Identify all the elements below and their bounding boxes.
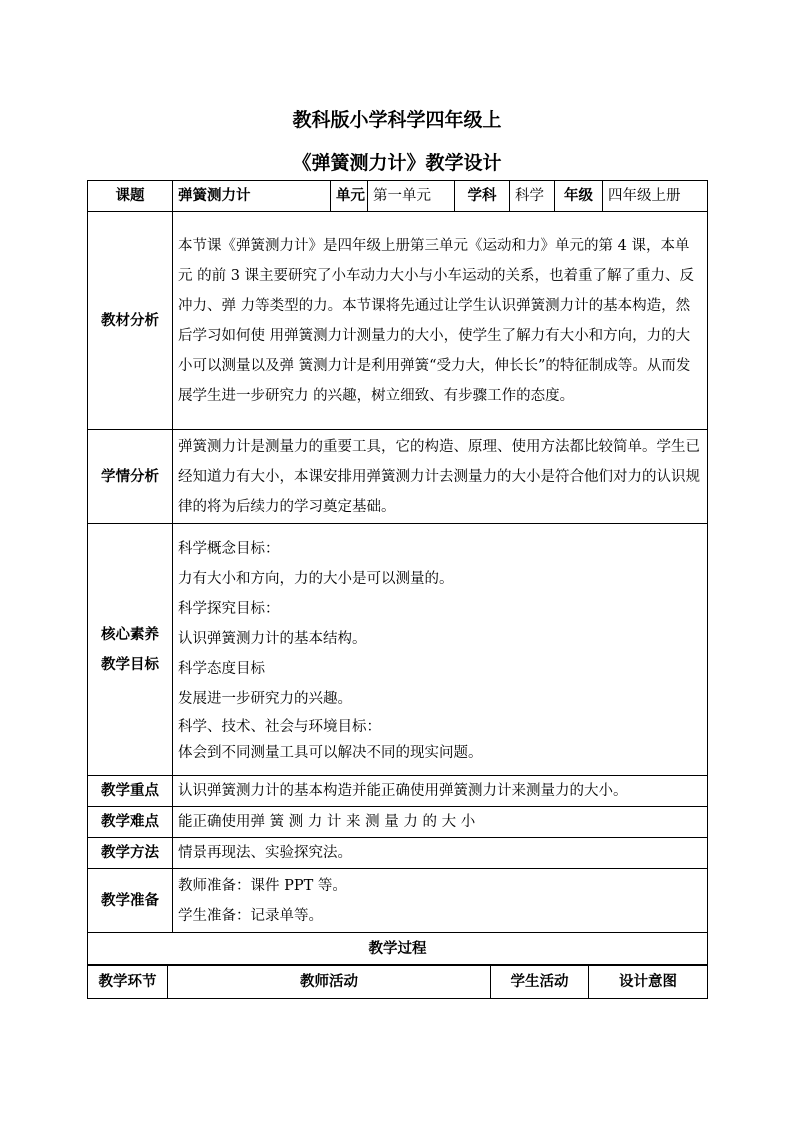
subject-value: 科学 xyxy=(510,181,555,212)
col-teaching-stage: 教学环节 xyxy=(88,966,168,999)
goal-line: 力有大小和方向，力的大小是可以测量的。 xyxy=(178,570,454,587)
teaching-goals-row xyxy=(88,524,708,776)
learner-analysis-text: 弹簧测力计是测量力的重要工具，它的构造、原理、使用方法都比较简单。学生已经知道力有大小，本课安排用弹簧测力计去测量力的大小是符合他们对力的认识规律的将为后续力的学习奠定基础。 xyxy=(173,430,708,524)
topic-label: 课题 xyxy=(88,181,173,212)
learner-analysis-row xyxy=(88,430,708,524)
preparation-row xyxy=(88,869,708,933)
process-title: 教学过程 xyxy=(88,933,708,965)
document-title: 教科版小学科学四年级上 xyxy=(292,109,502,131)
difficulty-text: 能正确使用弹 簧 测 力 计 来 测 量 力 的 大 小 xyxy=(173,807,708,838)
grade-value: 四年级上册 xyxy=(603,181,708,212)
goal-line: 体会到不同测量工具可以解决不同的现实问题。 xyxy=(178,744,483,761)
key-point-row xyxy=(88,776,708,807)
goal-line: 科学概念目标： xyxy=(178,540,280,557)
goal-line: 发展进一步研究力的兴趣。 xyxy=(178,690,352,707)
key-point-label: 教学重点 xyxy=(88,776,173,807)
process-header-table xyxy=(87,965,708,999)
goal-line: 认识弹簧测力计的基本结构。 xyxy=(178,630,367,647)
goal-line: 科学探究目标： xyxy=(178,600,280,617)
preparation-content xyxy=(173,869,708,933)
col-student-activity: 学生活动 xyxy=(491,966,589,999)
process-header-row xyxy=(88,966,708,999)
goal-line: 科学、技术、社会与环境目标： xyxy=(178,718,381,735)
difficulty-row xyxy=(88,807,708,838)
header-row xyxy=(88,181,708,212)
preparation-label: 教学准备 xyxy=(88,869,173,933)
method-label: 教学方法 xyxy=(88,838,173,869)
teacher-preparation: 教师准备：课件 PPT 等。 xyxy=(178,877,347,894)
material-analysis-text: 本节课《弹簧测力计》是四年级上册第三单元《运动和力》单元的第 4 课，本单元 的前 3 课主要研究了小车动力大小与小车运动的关系，也着重了解了重力、反冲力、弹 力等类型的力。本节课将先通过让学生认识弹簧测力计的基本构造，然后学习如何使 用弹簧测力计测量力的大小，使学生了解力有大小和方向，力的大小可以测量以及弹 簧测力计是利用弹簧“受力大，伸长长”的特征制成等。从而发展学生进一步研究力 的兴趣，树立细致、有步骤工作的态度。 xyxy=(173,212,708,430)
grade-label: 年级 xyxy=(555,181,603,212)
process-title-row xyxy=(88,933,708,965)
material-analysis-row xyxy=(88,212,708,430)
difficulty-label: 教学难点 xyxy=(88,807,173,838)
goals-label-line1: 核心素养 xyxy=(101,626,159,643)
unit-label: 单元 xyxy=(331,181,368,212)
subject-label: 学科 xyxy=(455,181,510,212)
col-teacher-activity: 教师活动 xyxy=(168,966,491,999)
student-preparation: 学生准备：记录单等。 xyxy=(178,907,323,924)
topic-value: 弹簧测力计 xyxy=(173,181,331,212)
lesson-plan-table xyxy=(87,180,708,965)
teaching-goals-label xyxy=(88,524,173,776)
teaching-goals-content xyxy=(173,524,708,776)
unit-value: 第一单元 xyxy=(368,181,455,212)
learner-analysis-label: 学情分析 xyxy=(88,430,173,524)
col-design-intent: 设计意图 xyxy=(589,966,708,999)
key-point-text: 认识弹簧测力计的基本构造并能正确使用弹簧测力计来测量力的大小。 xyxy=(173,776,708,807)
goals-label-line2: 教学目标 xyxy=(101,656,159,673)
method-row xyxy=(88,838,708,869)
document-subtitle: 《弹簧测力计》教学设计 xyxy=(292,152,502,174)
material-analysis-label: 教材分析 xyxy=(88,212,173,430)
method-text: 情景再现法、实验探究法。 xyxy=(173,838,708,869)
goal-line: 科学态度目标 xyxy=(178,660,265,677)
